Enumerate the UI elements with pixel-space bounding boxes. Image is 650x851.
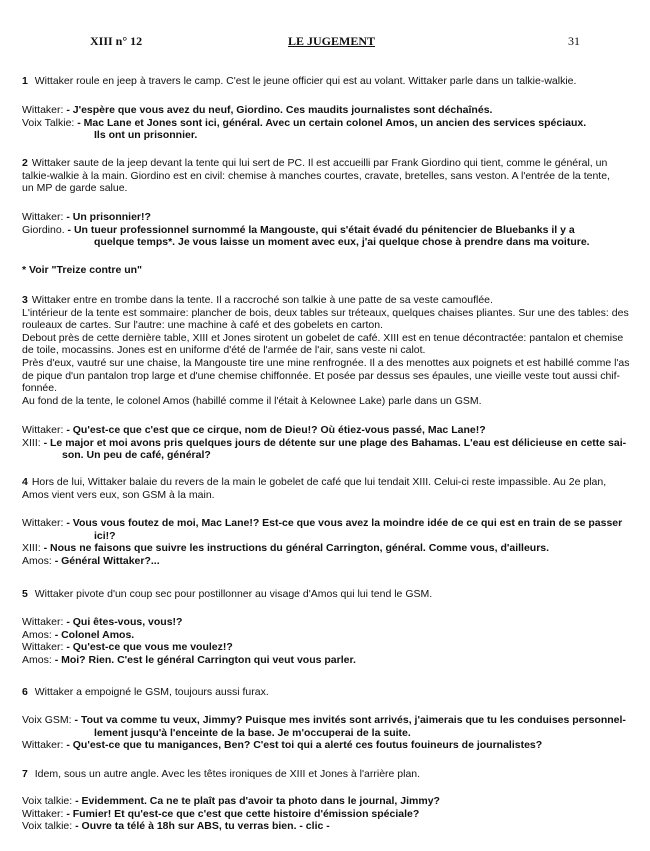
dialogue-text: - Qu'est-ce que c'est que ce cirque, nom de Dieu!? Où étiez-vous passé, Mac Lane!?	[66, 424, 486, 436]
scene-description: Idem, sous un autre angle. Avec les têtes ironiques de XIII et Jones à l'arrière plan.	[34, 768, 421, 780]
dialogue-line	[22, 739, 632, 752]
speaker: Amos:	[22, 628, 52, 641]
dialogue-block-5	[22, 616, 632, 666]
scene-number: 7	[22, 768, 28, 780]
dialogue-text: - Vous vous foutez de moi, Mac Lane!? Est-ce que vous avez la moindre idée de ce qui est en train de se passer	[66, 517, 623, 529]
dialogue-line	[22, 808, 632, 821]
speaker: Voix talkie:	[22, 795, 73, 807]
dialogue-text: - Nous ne faisons que suivre les instructions du général Carrington, général. Comme vous, d'ailleurs.	[43, 542, 550, 555]
scene-number: 2	[22, 157, 28, 169]
scene-6	[22, 686, 632, 699]
page-title: LE JUGEMENT	[288, 34, 376, 48]
scene-5	[22, 588, 632, 601]
dialogue-line	[22, 629, 632, 642]
dialogue-line	[22, 117, 632, 130]
dialogue-block-3	[22, 424, 632, 462]
dialogue-continuation: ici!?	[94, 529, 116, 542]
dialogue-line	[22, 542, 632, 555]
dialogue-block-4	[22, 517, 632, 567]
dialogue-line	[22, 437, 632, 450]
dialogue-text: - Qu'est-ce que vous me voulez!?	[66, 641, 233, 654]
scene-description-line: Amos vient vers eux, son GSM à la main.	[22, 488, 215, 501]
dialogue-line	[22, 211, 632, 224]
dialogue-line	[22, 795, 632, 808]
dialogue-text: - Fumier! Et qu'est-ce que c'est que cette histoire d'émission spéciale?	[66, 807, 420, 820]
speaker: XIII:	[22, 542, 41, 555]
page-number: 31	[568, 34, 580, 48]
footnote: * Voir "Treize contre un"	[22, 264, 143, 276]
speaker: Voix GSM:	[22, 714, 72, 726]
scene-description: Wittaker entre en trombe dans la tente. Il a raccroché son talkie à une patte de sa veste camouflée.	[31, 294, 493, 306]
speaker: Wittaker:	[22, 807, 64, 820]
speaker: Wittaker:	[22, 424, 64, 436]
speaker: Giordino.	[22, 223, 65, 236]
speaker: XIII:	[22, 436, 41, 449]
dialogue-continuation: son. Un peu de café, général?	[62, 449, 211, 462]
speaker: Wittaker:	[22, 616, 64, 628]
scene-description-line: de pique d'un pantalon trop large et d'une chemise chiffonnée. Et posée par dessus ses épaules, une vieille veste tout aussi chif-	[22, 369, 621, 382]
scene-7	[22, 768, 632, 781]
dialogue-text: - Ouvre ta télé à 18h sur ABS, tu verras bien. - clic -	[75, 820, 330, 833]
scene-description-line: Debout près de cette dernière table, XIII et Jones sirotent un gobelet de café. XIII est en tenue décontractée: pantalon et chemise	[22, 331, 624, 344]
speaker: Amos:	[22, 653, 52, 666]
dialogue-continuation: quelque temps*. Je vous laisse un moment avec eux, j'ai quelque chose à prendre dans ma voiture.	[94, 236, 590, 249]
dialogue-text: - Qu'est-ce que tu manigances, Ben? C'est toi qui a alerté ces foutus fouineurs de journalistes?	[66, 739, 543, 752]
scene-description: Wittaker a empoigné le GSM, toujours aussi furax.	[34, 686, 269, 698]
dialogue-text: - Général Wittaker?...	[54, 554, 160, 567]
dialogue-continuation: Ils ont un prisonnier.	[94, 129, 198, 142]
dialogue-line	[22, 224, 632, 237]
scene-2	[22, 157, 632, 195]
speaker: Wittaker:	[22, 739, 64, 752]
dialogue-text: - Evidemment. Ca ne te plaît pas d'avoir ta photo dans le journal, Jimmy?	[75, 795, 440, 807]
dialogue-line	[22, 616, 632, 629]
scene-4	[22, 476, 632, 501]
dialogue-line	[22, 820, 632, 833]
scene-1	[22, 75, 632, 88]
dialogue-line	[22, 104, 632, 117]
dialogue-line	[22, 424, 632, 437]
dialogue-line	[22, 654, 632, 667]
dialogue-line	[22, 555, 632, 568]
scene-description-line: fonnée.	[22, 382, 58, 395]
dialogue-text: - Un tueur professionnel surnommé la Mangouste, qui s'était évadé du pénitencier de Bluebanks il y a	[67, 223, 575, 236]
speaker: Wittaker:	[22, 517, 64, 529]
dialogue-line	[22, 714, 632, 727]
scene-number: 5	[22, 588, 28, 600]
scene-description-line: L'intérieur de la tente est sommaire: plancher de bois, deux tables sur tréteaux, quelques chaises pliantes. Sur une des tables: des	[22, 306, 629, 319]
dialogue-block-7	[22, 795, 632, 833]
speaker: Wittaker:	[22, 641, 64, 654]
scene-description-line: talkie-walkie à la main. Giordino est en civil: chemise à manches courtes, cravate, bretelles, sans veston. A l'entrée de la tente,	[22, 169, 610, 182]
dialogue-block-6	[22, 714, 632, 752]
speaker: Wittaker:	[22, 211, 64, 223]
scene-description: Hors de lui, Wittaker balaie du revers de la main le gobelet de café que lui tendait XIII. Celui-ci reste impassible. Au 2e plan,	[31, 476, 607, 488]
speaker: Voix talkie:	[22, 820, 73, 833]
scene-description-line: rouleaux de cartes. Sur l'autre: une machine à café et des gobelets en carton.	[22, 319, 383, 332]
scene-description-line: Près d'eux, vautré sur une chaise, la Mangouste tire une mine renfrognée. Il a des menottes aux poignets et est habillé comme l'as	[22, 356, 630, 369]
scene-number: 1	[22, 75, 28, 87]
scene-description-line: Au fond de la tente, le colonel Amos (habillé comme il l'était à Kelownee Lake) parle dans un GSM.	[22, 394, 482, 407]
scene-description: Wittaker saute de la jeep devant la tente qui lui sert de PC. Il est accueilli par Frank Giordino qui tient, comme le général, un	[31, 157, 608, 169]
scene-number: 3	[22, 294, 28, 306]
scene-description: Wittaker roule en jeep à travers le camp. C'est le jeune officier qui est au volant. Wittaker parle dans un talkie-walkie.	[34, 75, 577, 87]
dialogue-text: - Colonel Amos.	[54, 628, 135, 641]
dialogue-text: - Moi? Rien. C'est le général Carrington qui veut vous parler.	[54, 653, 356, 666]
dialogue-text: - Mac Lane et Jones sont ici, général. Avec un certain colonel Amos, un ancien des services spéciaux.	[77, 116, 587, 129]
dialogue-line	[22, 641, 632, 654]
dialogue-block-1	[22, 104, 632, 142]
scene-number: 6	[22, 686, 28, 698]
dialogue-continuation: lement jusqu'à l'enceinte de la base. Je m'occuperai de la suite.	[94, 726, 411, 739]
dialogue-text: - Tout va comme tu veux, Jimmy? Puisque mes invités sont arrivés, j'aimerais que tu les conduises personnel-	[74, 714, 626, 726]
dialogue-text: - Le major et moi avons pris quelques jours de détente sur une plage des Bahamas. L'eau est délicieuse en cette sai-	[43, 436, 627, 449]
dialogue-text: - Qui êtes-vous, vous!?	[66, 616, 183, 628]
speaker: Amos:	[22, 554, 52, 567]
speaker: Wittaker:	[22, 104, 64, 116]
speaker: Voix Talkie:	[22, 116, 75, 129]
scene-description-line: un MP de garde salue.	[22, 182, 128, 195]
scene-number: 4	[22, 476, 28, 488]
dialogue-text: - Un prisonnier!?	[66, 211, 151, 223]
issue-number: XIII n° 12	[90, 34, 143, 48]
scene-description: Wittaker pivote d'un coup sec pour postillonner au visage d'Amos qui lui tend le GSM.	[34, 588, 433, 600]
scene-3	[22, 294, 632, 407]
dialogue-line	[22, 517, 632, 530]
scene-description-line: de toile, mocassins. Jones est en uniforme d'été de l'armée de l'air, sans veste ni calot.	[22, 344, 426, 357]
dialogue-text: - J'espère que vous avez du neuf, Giordino. Ces maudits journalistes sont déchaînés.	[66, 104, 493, 116]
dialogue-block-2	[22, 211, 632, 249]
